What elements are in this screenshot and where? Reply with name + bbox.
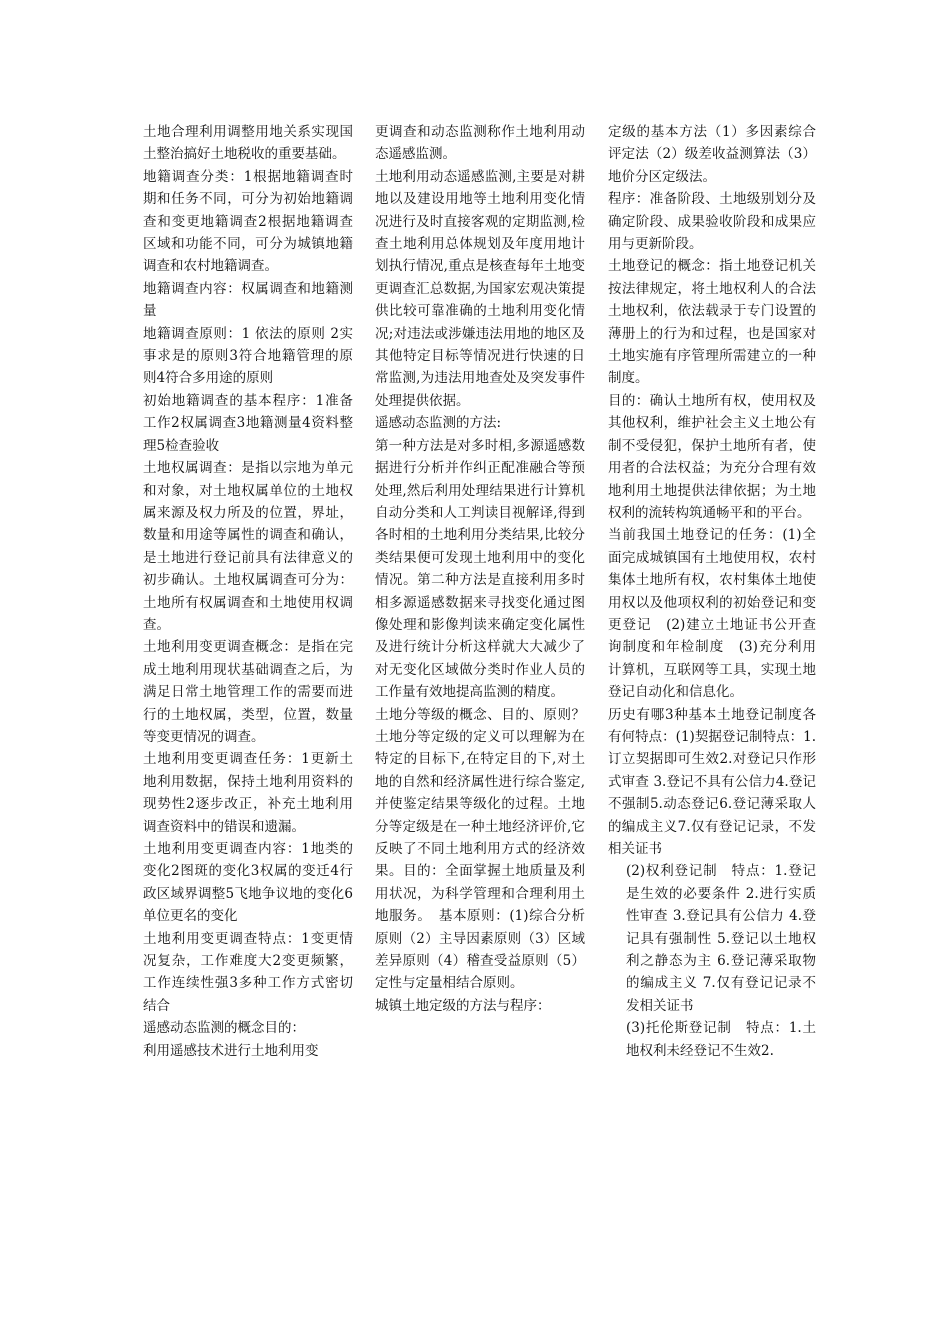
paragraph: 地籍调查原则：1 依法的原则 2实事求是的原则3符合地籍管理的原则4符合多用途的原则 [143, 325, 353, 387]
paragraph: (3)托伦斯登记制 特点：1.土地权利未经登记不生效2. [626, 1020, 816, 1059]
paragraph: 土地登记的概念：指土地登记机关按法律规定，将土地权利人的合法土地权利，依法载录于专门设置的薄册上的行为和过程，也是国家对土地实施有序管理所需建立的一种制度。 [608, 258, 816, 387]
paragraph: 更调查和动态监测称作土地利用动态遥感监测。 [375, 124, 585, 163]
paragraph: 地籍调查分类：1根据地籍调查时期和任务不同，可分为初始地籍调查和变更地籍调查2根据地籍调查区域和功能不同，可分为城镇地籍调查和农村地籍调查。 [143, 168, 353, 275]
paragraph: 第一种方法是对多时相,多源遥感数据进行分析并作纠正配准融合等预处理,然后利用处理结果进行计算机自动分类和人工判读目视解译,得到各时相的土地利用分类结果,比较分类结果便可发现土地利用中的变化情况。第二种方法是直接利用多时相多源遥感数据来寻找变化通过图像处理和影像判读来确定变化属性及进行统计分析这样就大大减少了对无变化区域做分类时作业人员的工作量有效地提高监测的精度。 [375, 437, 585, 701]
paragraph: 土地利用变更调查特点：1变更情况复杂，工作难度大2变更频繁，工作连续性强3多种工作方式密切结合 [143, 930, 353, 1014]
text-column-2 [375, 121, 585, 1017]
paragraph: 城镇土地定级的方法与程序： [375, 997, 551, 1014]
paragraph: 土地利用动态遥感监测,主要是对耕地以及建设用地等土地利用变化情况进行及时直接客观的定期监测,检查土地利用总体规划及年度用地计划执行情况,重点是核查每年土地变更调查汇总数据,为国家宏观决策提供比较可靠准确的土地利用变化情况;对违法或涉嫌违法用地的地区及其他特定目标等情况进行快速的日常监测,为违法用地查处及突发事件处理提供依据。 [375, 168, 585, 409]
paragraph: 土地权属调查：是指以宗地为单元和对象，对土地权属单位的土地权属来源及权力所及的位置，界址，数量和用途等属性的调查和确认，是土地进行登记前具有法律意义的初步确认。土地权属调查可分为：土地所有权属调查和土地使用权调查。 [143, 460, 353, 633]
paragraph: 土地合理利用调整用地关系实现国土整治搞好土地税收的重要基础。 [143, 124, 353, 163]
paragraph: 定级的基本方法（1）多因素综合评定法（2）级差收益测算法（3）地价分区定级法。 [608, 124, 816, 185]
paragraph: 目的：确认土地所有权，使用权及其他权利，维护社会主义土地公有制不受侵犯，保护土地所有者，使用者的合法权益；为充分合理有效地利用土地提供法律依据；为土地权利的流转构筑通畅平和的平台。 [608, 392, 816, 521]
paragraph: 当前我国土地登记的任务：(1)全面完成城镇国有土地使用权，农村集体土地所有权，农村集体土地使用权以及他项权利的初始登记和变更登记 (2)建立土地证书公开查询制度和年检制度 (3)充分利用计算机，互联网等工具，实现土地登记自动化和信息化。 [608, 527, 816, 701]
paragraph: 地籍调查内容：权属调查和地籍测量 [143, 280, 353, 320]
paragraph: 初始地籍调查的基本程序：1准备工作2权属调查3地籍测量4资料整理5检查验收 [143, 392, 353, 454]
paragraph: 遥感动态监测的方法: [375, 415, 502, 432]
paragraph: (2)权利登记制 特点：1.登记是生效的必要条件 2.进行实质性审查 3.登记具有公信力 4.登记具有强制性 5.登记以土地权利之静态为主 6.登记薄采取物的编成主义 7.仅有登记记录不发相关证书 [626, 863, 816, 1014]
paragraph: 土地利用变更调查任务：1更新土地利用数据，保持土地利用资料的现势性2逐步改正，补充土地利用调查资料中的错误和遗漏。 [143, 751, 353, 835]
text-column-1 [143, 121, 353, 1062]
paragraph: 土地分等级的概念、目的、原则？土地分等定级的定义可以理解为在特定的目标下,在特定目的下,对土地的自然和经济属性进行综合鉴定,并使鉴定结果等级化的过程。土地分等定级是在一种土地经济评价,它反映了不同土地利用方式的经济效果。目的：全面掌握土地质量及利用状况，为科学管理和合理利用土地服务。 基本原则：(1)综合分析原则（2）主导因素原则（3）区域差异原则（4）稽查受益原则（5）定性与定量相结合原则。 [375, 706, 585, 992]
text-column-3 [608, 121, 816, 1062]
paragraph: 遥感动态监测的概念目的： [143, 1020, 305, 1037]
paragraph: 土地利用变更调查内容：1地类的变化2图斑的变化3权属的变迁4行政区域界调整5飞地争议地的变化6单位更名的变化 [143, 841, 353, 925]
paragraph: 土地利用变更调查概念：是指在完成土地利用现状基础调查之后，为满足日常土地管理工作的需要而进行的土地权属，类型，位置，数量等变更情况的调查。 [143, 639, 353, 745]
paragraph: 程序：准备阶段、土地级别划分及确定阶段、成果验收阶段和成果应用与更新阶段。 [608, 191, 816, 253]
paragraph: 利用遥感技术进行土地利用变 [143, 1042, 319, 1059]
paragraph: 历史有哪3种基本土地登记制度各有何特点：(1)契据登记制特点：1.订立契据即可生效2.对登记只作形式审查 3.登记不具有公信力4.登记不强制5.动态登记6.登记薄采取人的编成主义7.仅有登记记录，不发相关证书 [608, 706, 816, 857]
